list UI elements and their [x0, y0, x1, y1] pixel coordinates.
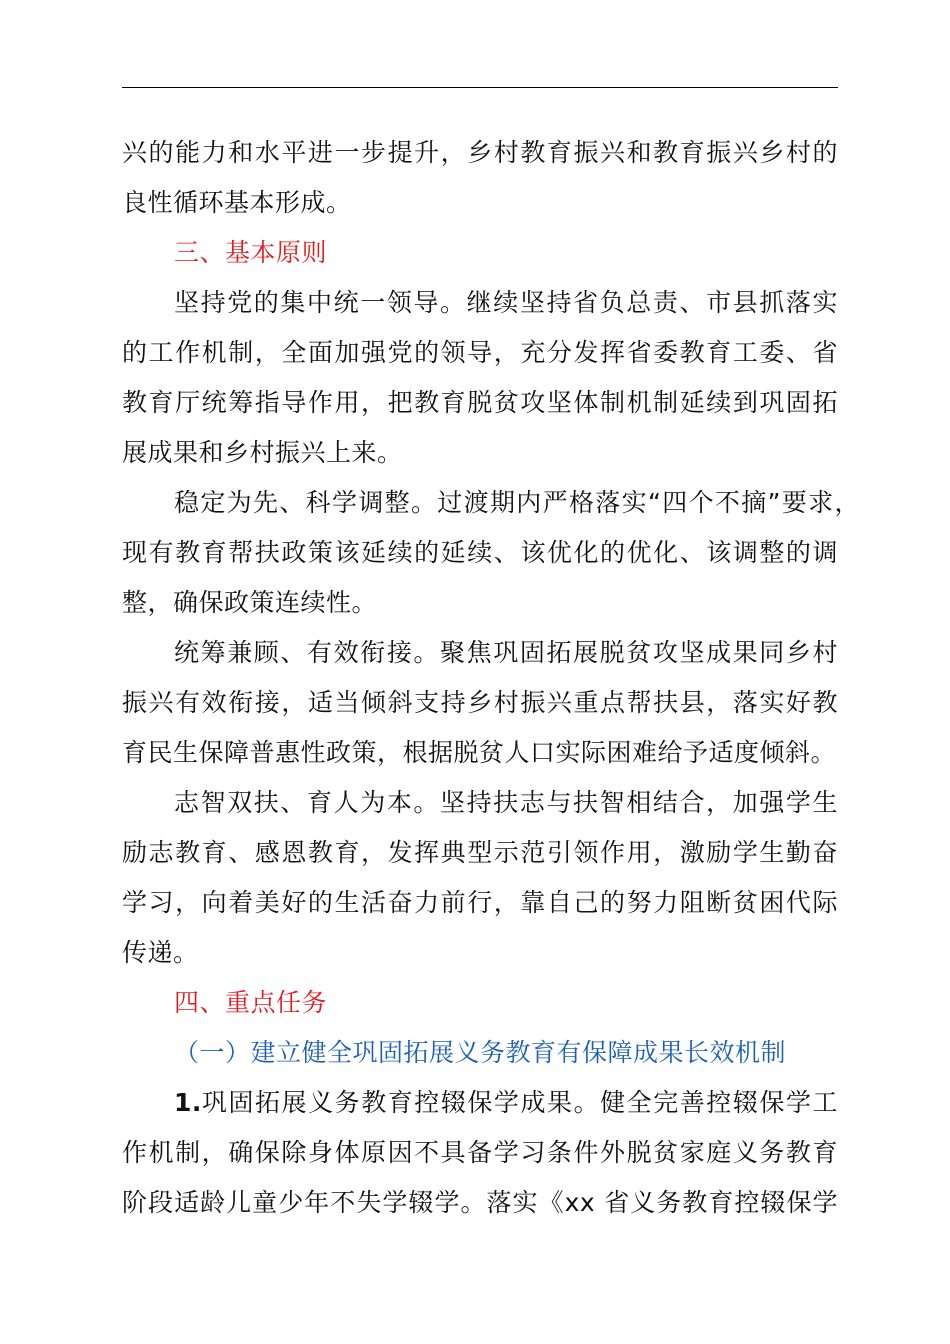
item-number: 1.	[174, 1088, 202, 1117]
body-line-numbered	[122, 1078, 838, 1128]
body-line: 稳定为先、科学调整。过渡期内严格落实“四个不摘”要求，	[174, 488, 860, 517]
body-line: 阶段适龄儿童少年不失学辍学。落实《xx 省义务教育控辍保学	[122, 1188, 838, 1217]
body-line: 育民生保障普惠性政策，根据脱贫人口实际困难给予适度倾斜。	[122, 738, 837, 767]
body-line: 教育厅统筹指导作用，把教育脱贫攻坚体制机制延续到巩固拓	[122, 388, 838, 417]
body-line: 志智双扶、育人为本。坚持扶志与扶智相结合，加强学生	[174, 788, 838, 817]
body-line: 兴的能力和水平进一步提升，乡村教育振兴和教育振兴乡村的	[122, 138, 838, 167]
body-line: 良性循环基本形成。	[122, 188, 352, 217]
item-text: 巩固拓展义务教育控辍保学成果。健全完善控辍保学工	[201, 1088, 838, 1117]
body-line: 坚持党的集中统一领导。继续坚持省负总责、市县抓落实	[174, 288, 838, 317]
section-heading-key-tasks: 四、重点任务	[174, 988, 328, 1017]
body-line: 现有教育帮扶政策该延续的延续、该优化的优化、该调整的调	[122, 538, 838, 567]
body-line: 励志教育、感恩教育，发挥典型示范引领作用，激励学生勤奋	[122, 838, 838, 867]
body-line: 整，确保政策连续性。	[122, 588, 378, 617]
section-heading-principles: 三、基本原则	[174, 238, 328, 267]
subsection-heading: （一）建立健全巩固拓展义务教育有保障成果长效机制	[174, 1038, 787, 1067]
body-line: 作机制，确保除身体原因不具备学习条件外脱贫家庭义务教育	[122, 1138, 838, 1167]
body-line: 传递。	[122, 938, 199, 967]
document-body	[122, 128, 860, 1228]
body-line: 振兴有效衔接，适当倾斜支持乡村振兴重点帮扶县，落实好教	[122, 688, 838, 717]
header-rule	[122, 87, 838, 88]
body-line: 统筹兼顾、有效衔接。聚焦巩固拓展脱贫攻坚成果同乡村	[174, 638, 838, 667]
body-line: 的工作机制，全面加强党的领导，充分发挥省委教育工委、省	[122, 338, 838, 367]
body-line: 学习，向着美好的生活奋力前行，靠自己的努力阻断贫困代际	[122, 888, 838, 917]
body-line: 展成果和乡村振兴上来。	[122, 438, 403, 467]
